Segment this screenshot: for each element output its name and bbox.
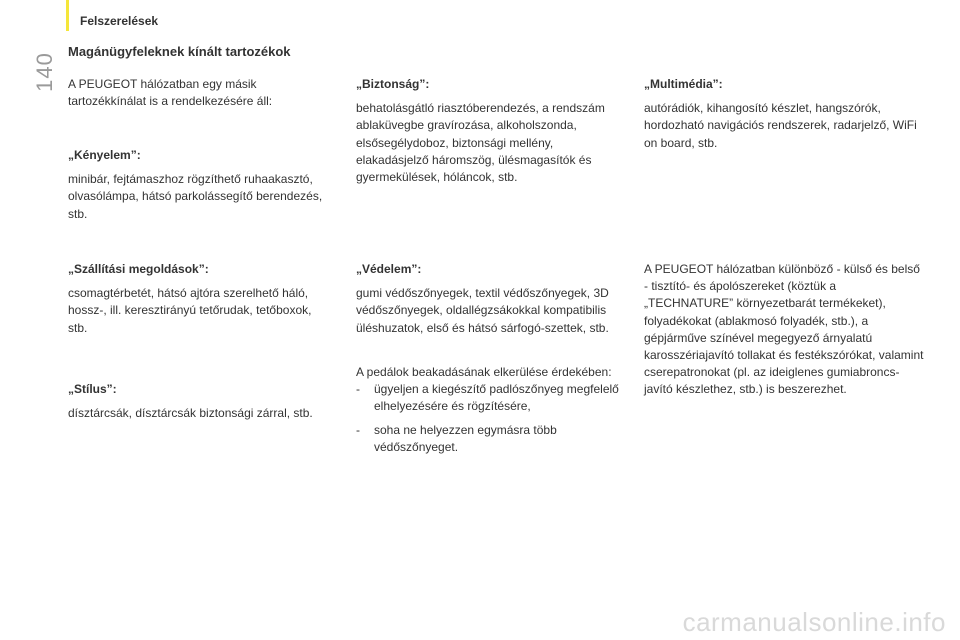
stilus-section bbox=[68, 381, 333, 422]
szallitasi-section bbox=[68, 261, 333, 337]
pedal-note-bullet-2: soha ne helyezzen egymásra több védőszőnyeget. bbox=[374, 422, 557, 454]
pedal-note bbox=[356, 364, 624, 462]
vedelem-text: gumi védőszőnyegek, textil védőszőnyegek, 3D védőszőnyegek, oldallégzsákokkal kompatibilis üléshuzatok, első és hátsó sárfogó-szettek, stb. bbox=[356, 286, 609, 335]
pedal-note-list bbox=[356, 381, 624, 456]
section-header: Felszerelések bbox=[80, 14, 159, 28]
list-item: - ügyeljen a kiegészítő padlószőnyeg megfelelő elhelyezésére és rögzítésére, bbox=[356, 382, 619, 414]
stilus-text: dísztárcsák, dísztárcsák biztonsági zárral, stb. bbox=[68, 406, 313, 421]
szallitasi-heading: „Szállítási megoldások”: bbox=[68, 262, 209, 276]
biztonsag-text: behatolásgátló riasztóberendezés, a rendszám ablaküvegbe gravírozása, alkoholszonda, elsősegélydoboz, biztonsági mellény, elakadásjelző háromszög, ülésmagasítók és gyermekülések, hóláncok, stb. bbox=[356, 101, 605, 185]
szallitasi-text: csomagtérbetét, hátsó ajtóra szerelhető háló, hossz-, ill. keresztirányú tetőrudak, tetőboxok, stb. bbox=[68, 286, 312, 335]
kenyelem-section bbox=[68, 147, 333, 223]
biztonsag-heading: „Biztonság”: bbox=[356, 77, 430, 91]
list-item: - soha ne helyezzen egymásra több védőszőnyeget. bbox=[356, 422, 557, 454]
biztonsag-section bbox=[356, 76, 624, 186]
multimedia-text: autórádiók, kihangosító készlet, hangszórók, hordozható navigációs rendszerek, radarjelző, WiFi on board, stb. bbox=[644, 101, 917, 150]
kenyelem-heading: „Kényelem”: bbox=[68, 148, 141, 162]
intro-text: A PEUGEOT hálózatban egy másik tartozékkínálat is a rendelkezésére áll: bbox=[68, 77, 273, 109]
pedal-note-bullet-1: ügyeljen a kiegészítő padlószőnyeg megfelelő elhelyezésére és rögzítésére, bbox=[374, 382, 619, 414]
page-number: 140 bbox=[32, 52, 57, 92]
watermark: carmanualsonline.info bbox=[682, 607, 946, 637]
network-note: A PEUGEOT hálózatban különböző - külső és belső - tisztító- és ápolószereket (köztük a „TECHNATURE” környezetbarát termékeket), folyadékokat (ablakmosó folyadék, stb.), a gépjárműve színével megegyező árnyalatú karosszériajavító tollakat és festékszórókat, valamint cserepatronokat (pl. az ideiglenes gumiabroncs-javító készlethez, stb.) is beszerezhet. bbox=[644, 262, 924, 397]
kenyelem-text: minibár, fejtámaszhoz rögzíthető ruhaakasztó, olvasólámpa, hátsó parkolássegítő berendezés, stb. bbox=[68, 172, 323, 221]
pedal-note-intro: A pedálok beakadásának elkerülése érdekében: bbox=[356, 365, 612, 379]
multimedia-section bbox=[644, 76, 924, 152]
stilus-heading: „Stílus”: bbox=[68, 382, 117, 396]
section-accent-bar bbox=[66, 0, 69, 31]
vedelem-section bbox=[356, 261, 624, 337]
vedelem-heading: „Védelem”: bbox=[356, 262, 422, 276]
multimedia-heading: „Multimédia”: bbox=[644, 77, 723, 91]
page-title: Magánügyfeleknek kínált tartozékok bbox=[68, 44, 291, 59]
